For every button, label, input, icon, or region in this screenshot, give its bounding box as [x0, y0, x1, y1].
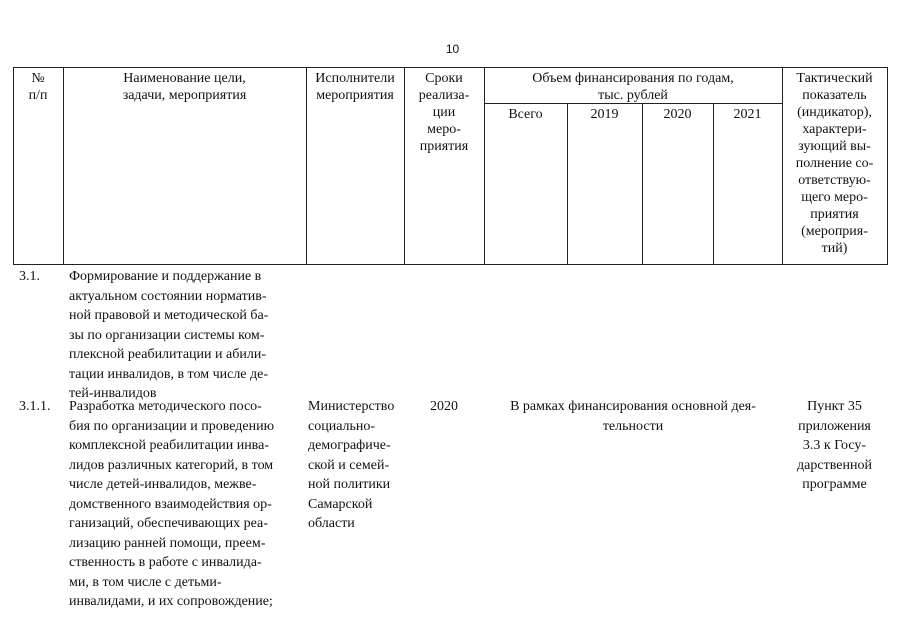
col-border-2020 [713, 103, 714, 264]
header-year-2020: 2020 [663, 107, 692, 122]
header-year-2021: 2021 [733, 107, 762, 122]
col-border-total [567, 103, 568, 264]
row-3-1-name: Формирование и поддержание в актуальном состоянии норматив- ной правовой и методической ба- зы по организации системы ком- плексной реабилитации и абили- тации инвалидов, в том числе де- тей-инвалидов [69, 269, 269, 401]
table-top-border [13, 67, 888, 68]
page-number: 10 [445, 42, 460, 56]
header-funding-title: Объем финансирования по годам, тыс. рублей [532, 71, 734, 103]
header-num: № п/п [28, 71, 48, 103]
col-border-2019 [642, 103, 643, 264]
row-3-1-1-funding: В рамках финансирования основной дея- тельности [510, 399, 756, 434]
row-3-1-1-indicator: Пункт 35 приложения 3.3 к Госу- дарственной программе [797, 399, 872, 492]
header-bottom-border [13, 264, 888, 265]
header-executors: Исполнители мероприятия [315, 71, 395, 103]
header-terms: Сроки реализа- ции меро- приятия [418, 71, 470, 154]
row-3-1-1-num: 3.1.1. [19, 399, 51, 414]
row-3-1-1-executors: Министерство социально- демографиче- ской и семей- ной политики Самарской области [308, 399, 395, 531]
header-name: Наименование цели, задачи, мероприятия [122, 71, 247, 103]
row-3-1-num: 3.1. [19, 269, 40, 284]
header-total: Всего [508, 107, 543, 122]
row-3-1-1-name: Разработка методического посо- бия по организации и проведению комплексной реабилитации инва- лидов различных категорий, в том числе детей-инвалидов, межве- домственного взаимодействия ор- ганизаций, обеспечивающих реа- лизацию ранней помощи, преем- ственность в работе с инвалида- ми, в том числе с детьми- инвалидами, и их сопровождение; [69, 399, 275, 609]
header-indicator: Тактический показатель (индикатор), характери- зующий вы- полнение со- ответствую- щего меро- приятия (мероприя- тий) [795, 71, 874, 256]
header-year-2019: 2019 [590, 107, 619, 122]
col-border-right [887, 67, 888, 264]
row-3-1-1-term: 2020 [430, 399, 458, 414]
